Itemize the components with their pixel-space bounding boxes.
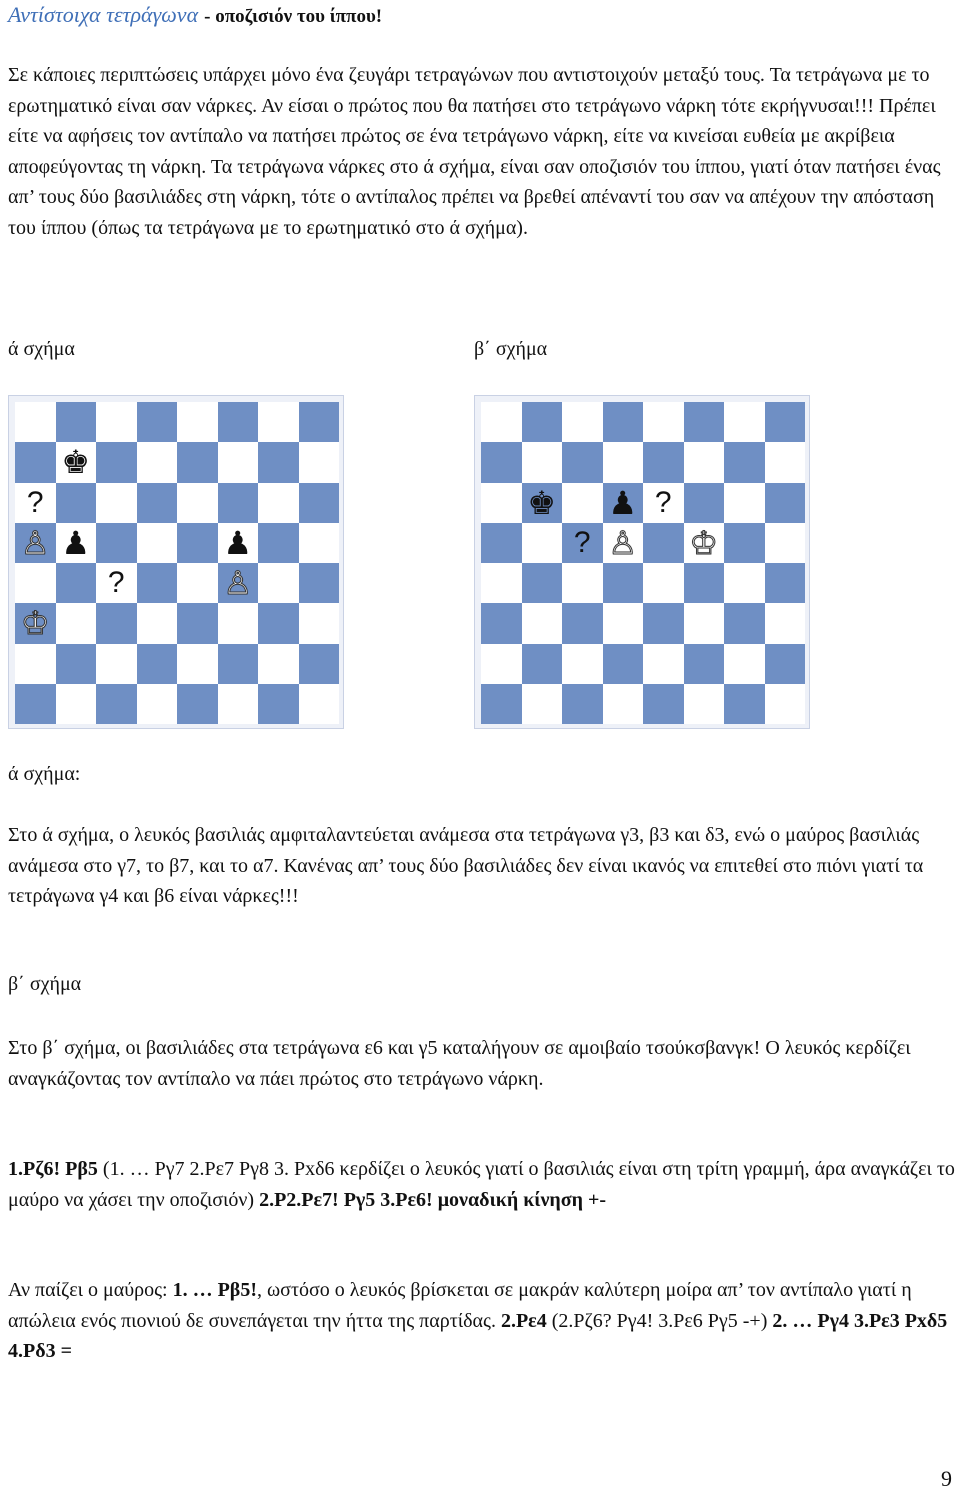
board-square [684,442,725,482]
board-square [218,603,259,643]
board-square [765,603,806,643]
board-square [15,644,56,684]
board-square [299,603,340,643]
moves2-bold-2: 2.Ρε4 [500,1309,547,1332]
board-square [258,603,299,643]
section-a-heading: ά σχήμα: [8,763,81,785]
board-square [481,684,522,724]
board-square [218,402,259,442]
board-square [603,402,644,442]
board-square [258,483,299,523]
board-square [137,523,178,563]
board-square [177,483,218,523]
board-square [643,563,684,603]
board-square [643,483,684,523]
diagram-b-label: β΄ σχήμα [474,338,548,360]
board-square [299,523,340,563]
board-square [137,603,178,643]
board-square [177,563,218,603]
board-square [684,483,725,523]
board-square [177,603,218,643]
board-square [258,684,299,724]
board-square [603,483,644,523]
board-square [643,684,684,724]
board-square [96,442,137,482]
board-square [56,603,97,643]
board-square [258,523,299,563]
board-square [56,563,97,603]
board-square [299,644,340,684]
board-square [603,563,644,603]
board-square [765,523,806,563]
board-square [724,684,765,724]
board-square [137,563,178,603]
board-square [137,684,178,724]
board-square [522,402,563,442]
moves1-bold-2: 2.Ρ2.Ρε7! Ργ5 3.Ρε6! μοναδική κίνηση +- [259,1188,607,1211]
board-square [299,684,340,724]
chess-piece-icon: ♙ [223,564,253,603]
section-b-heading: β΄ σχήμα [8,973,82,995]
board-square [603,644,644,684]
board-square [96,684,137,724]
board-square [218,483,259,523]
board-square [56,523,97,563]
board-square [218,442,259,482]
board-square [56,644,97,684]
moves1-note: (1. … Ργ7 2.Ρε7 Ργ8 3. Ρxδ6 κερδίζει ο λευκός γιατί ο βασιλιάς είναι στη τρίτη γραμμή, άρα αναγκάζει το μαύρο να χάσει την οποζισιόν) [8,1158,955,1211]
moves2-intro: Αν παίζει ο μαύρος: [8,1279,173,1301]
board-square [724,563,765,603]
board-square [481,442,522,482]
board-square [562,523,603,563]
board-square [643,603,684,643]
board-square [765,402,806,442]
board-square [603,603,644,643]
board-square [96,644,137,684]
board-square [96,523,137,563]
board-square [684,684,725,724]
board-square [481,563,522,603]
board-square [56,684,97,724]
board-square [299,442,340,482]
board-square [56,442,97,482]
title-sub: - οποζισιόν του ίππου! [204,6,383,27]
moves-paragraph-2 [8,1275,958,1367]
board-square [299,563,340,603]
board-square [562,442,603,482]
board-square [15,563,56,603]
board-square [603,442,644,482]
board-square [137,644,178,684]
moves2-bold-3: 2. … Ργ4 3.Ρε3 Ρxδ5 4.Ρδ3 = [8,1309,948,1362]
board-square [724,644,765,684]
board-square [15,603,56,643]
board-square [765,644,806,684]
question-mark-icon: ? [107,566,125,600]
board-square [96,563,137,603]
board-square [643,442,684,482]
chessboard-b [474,395,810,729]
board-square [96,402,137,442]
board-square [724,483,765,523]
board-square [724,442,765,482]
board-square [258,402,299,442]
question-mark-icon: ? [573,525,591,559]
board-square [522,603,563,643]
board-square [562,644,603,684]
board-square [522,684,563,724]
board-square [481,644,522,684]
board-square [15,523,56,563]
board-square [218,523,259,563]
board-square [562,402,603,442]
board-square [299,483,340,523]
board-square [684,644,725,684]
board-square [218,644,259,684]
board-square [724,523,765,563]
board-square [56,402,97,442]
moves2-bold-1: 1. … Ρβ5! [172,1279,258,1301]
board-square [643,402,684,442]
board-square [56,483,97,523]
board-square [96,603,137,643]
board-square [522,442,563,482]
board-square [15,684,56,724]
board-square [522,563,563,603]
board-square [137,442,178,482]
board-square [218,563,259,603]
board-square [562,684,603,724]
board-square [15,483,56,523]
board-square [96,483,137,523]
section-b-text: Στο β΄ σχήμα, οι βασιλιάδες στα τετράγωνα ε6 και γ5 καταλήγουν σε αμοιβαίο τσούκσβανγκ! Ο λευκός κερδίζει αναγκάζοντας τον αντίπαλο να πάει πρώτος στο τετράγωνο νάρκη. [8,1037,911,1090]
diagram-a-label: ά σχήμα [8,338,75,360]
board-square [177,442,218,482]
board-square [15,402,56,442]
board-square [137,402,178,442]
chess-piece-icon: ♙ [20,523,50,562]
board-square [765,483,806,523]
board-square [481,402,522,442]
board-square [481,483,522,523]
board-square [258,442,299,482]
board-square [177,684,218,724]
page-number: 9 [941,1466,952,1491]
board-square [724,603,765,643]
intro-paragraph: Σε κάποιες περιπτώσεις υπάρχει μόνο ένα ζευγάρι τετραγώνων που αντιστοιχούν μεταξύ τους. Τα τετράγωνα με το ερωτηματικό είναι σαν νάρκες. Αν είσαι ο πρώτος που θα πατήσει στο τετράγωνο νάρκη τότε εκρήγνυσαι!!! Πρέπει είτε να αφήσεις τον αντίπαλο να πατήσει πρώτος σε ένα τετράγωνο νάρκη, είτε να κινείσαι ευθεία με ακρίβεια αποφεύγοντας τη νάρκη. Τα τετράγωνα νάρκες στο ά σχήμα, είναι σαν οποζισιόν του ίππου, γιατί όταν πατήσει ένας απ’ τους δύο βασιλιάδες στη νάρκη, τότε ο αντίπαλος πρέπει να βρεθεί απέναντί του σαν να απέχουν την απόσταση του ίππου (όπως τα τετράγωνα με το ερωτηματικό στο ά σχήμα). [8,64,941,239]
question-mark-icon: ? [654,485,672,519]
chess-piece-icon: ♚ [61,443,91,482]
board-square [765,563,806,603]
chess-piece-icon: ♟ [608,483,638,522]
board-square [481,603,522,643]
board-grid-b [481,402,805,724]
board-square [481,523,522,563]
board-square [137,483,178,523]
board-square [562,603,603,643]
board-square [684,523,725,563]
board-square [765,684,806,724]
board-square [522,644,563,684]
chess-piece-icon: ♚ [527,483,557,522]
board-square [724,402,765,442]
board-square [684,402,725,442]
moves1-bold-1: 1.Ρζ6! Ρβ5 [8,1158,98,1180]
board-square [299,402,340,442]
chess-piece-icon: ♟ [61,523,91,562]
board-square [177,523,218,563]
board-square [177,644,218,684]
board-square [522,523,563,563]
board-square [562,483,603,523]
page-title [8,2,382,28]
moves2-note-1: , ωστόσο ο λευκός βρίσκεται σε μακράν καλύτερη μοίρα απ’ τον αντίπαλο γιατί η απώλεια ενός πιονιού δε συνεπάγεται την ήττα της παρτίδας. [8,1279,912,1332]
chess-piece-icon: ♔ [20,604,50,643]
board-square [643,523,684,563]
moves2-note-2: (2.Ρζ6? Ργ4! 3.Ρε6 Ργ5 -+) [546,1309,773,1332]
board-square [643,644,684,684]
title-main: Αντίστοιχα τετράγωνα [8,2,199,27]
chess-piece-icon: ♟ [223,523,253,562]
chess-piece-icon: ♙ [608,523,638,562]
board-square [15,442,56,482]
board-square [562,563,603,603]
board-square [603,523,644,563]
chessboard-a [8,395,344,729]
board-square [177,402,218,442]
board-square [684,563,725,603]
board-square [258,563,299,603]
chess-piece-icon: ♔ [689,523,719,562]
board-grid-a [15,402,339,724]
section-a-text: Στο ά σχήμα, ο λευκός βασιλιάς αμφιταλαντεύεται ανάμεσα στα τετράγωνα γ3, β3 και δ3, ενώ ο μαύρος βασιλιάς ανάμεσα στο γ7, το β7, και το α7. Κανένας απ’ τους δύο βασιλιάδες δεν είναι ικανός να επιτεθεί στο πιόνι γιατί τα τετράγωνα γ4 και β6 είναι νάρκες!!! [8,824,924,907]
board-square [684,603,725,643]
board-square [218,684,259,724]
board-square [603,684,644,724]
board-square [522,483,563,523]
board-square [765,442,806,482]
moves-paragraph-1 [8,1154,958,1215]
question-mark-icon: ? [26,485,44,519]
board-square [258,644,299,684]
